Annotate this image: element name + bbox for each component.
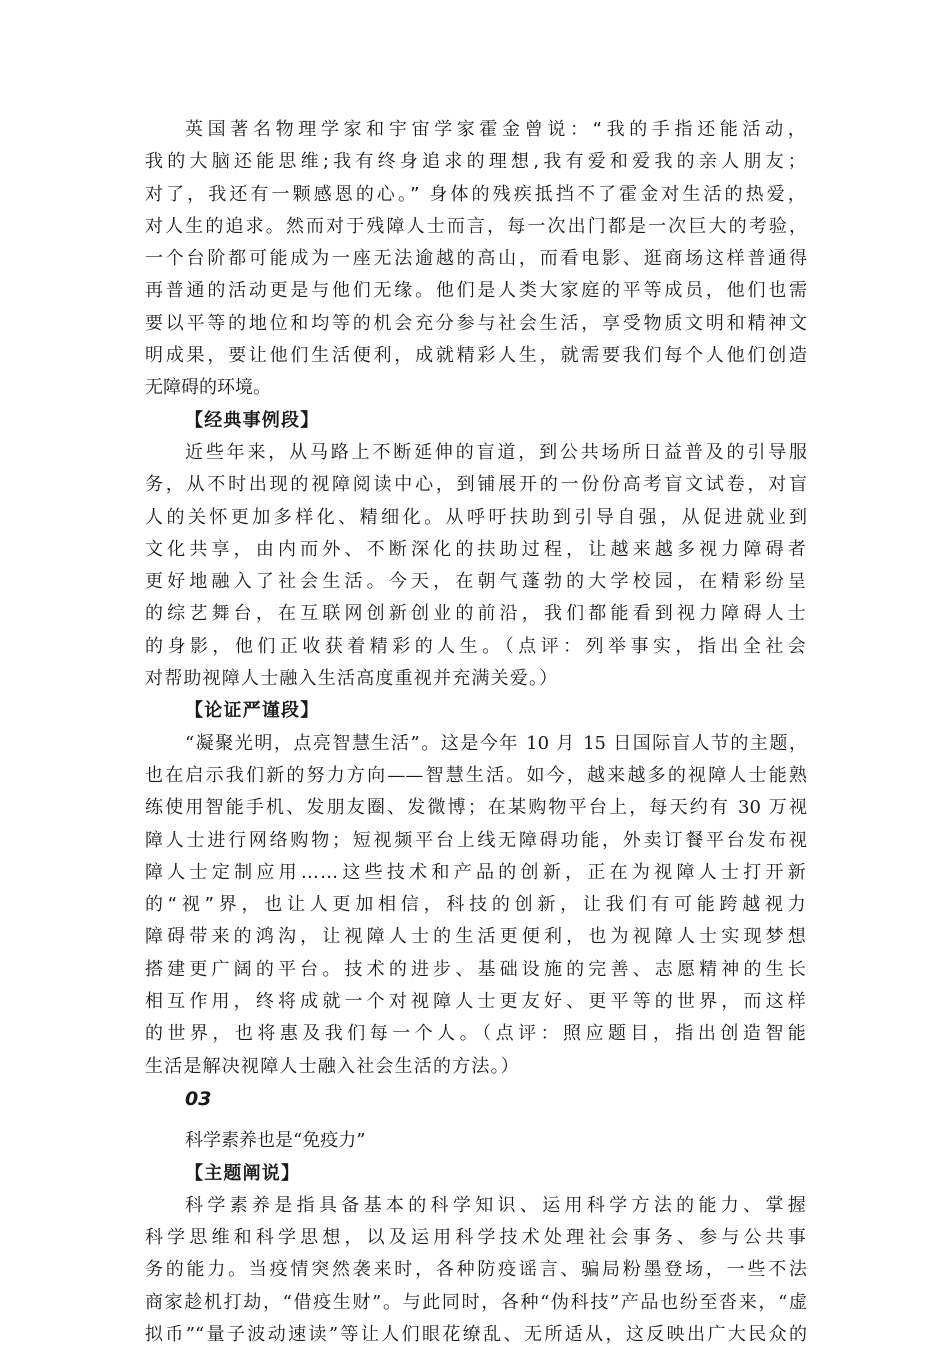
text-line: 科学思维和科学思想，以及运用科学技术处理社会事务、参与公共事 xyxy=(145,1227,807,1249)
text-line: “凝聚光明，点亮智慧生活”。这是今年 10 月 15 日国际盲人节的主题， xyxy=(185,732,807,754)
text-line: 人的关怀更加多样化、精细化。从呼吁扶助到引导自强，从促进就业到 xyxy=(145,506,807,528)
text-line: 明成果，要让他们生活便利，成就精彩人生，就需要我们每个人他们创造 xyxy=(145,345,807,367)
text-line: 务的能力。当疫情突然袭来时，各种防疫谣言、骗局粉墨登场，一些不法 xyxy=(145,1259,807,1281)
section-heading-classic: 【经典事例段】 xyxy=(185,409,320,431)
text-line: 障人士进行网络购物；短视频平台上线无障碍功能，外卖订餐平台发布视 xyxy=(145,829,807,851)
section-heading-argument: 【论证严谨段】 xyxy=(185,700,320,722)
text-line: 要以平等的地位和均等的机会充分参与社会生活，享受物质文明和精神文 xyxy=(145,312,807,334)
text-line: 无障碍的环境。 xyxy=(145,377,271,399)
text-line: 务，从不时出现的视障阅读中心，到铺展开的一份份高考盲文试卷，对盲 xyxy=(145,474,807,496)
text-line: 的综艺舞台，在互联网创新创业的前沿，我们都能看到视力障碍人士 xyxy=(145,603,807,625)
text-line: 障人士定制应用……这些技术和产品的创新，正在为视障人士打开新 xyxy=(145,861,807,883)
classic-paragraph xyxy=(145,437,807,695)
text-line: 障碍带来的鸿沟，让视障人士的生活更便利，也为视障人士实现梦想 xyxy=(145,926,807,948)
text-line: 对帮助视障人士融入生活高度重视并充满关爱。） xyxy=(145,668,559,690)
argument-paragraph xyxy=(145,728,807,1083)
text-line: 对人生的追求。然而对于残障人士而言，每一次出门都是一次巨大的考验， xyxy=(145,215,807,237)
text-line: 的身影，他们正收获着精彩的人生。（点评：列举事实，指出全社会 xyxy=(145,635,807,657)
text-line: 生活是解决视障人士融入社会生活的方法。） xyxy=(145,1055,520,1077)
text-line: 对了，我还有一颗感恩的心。” 身体的残疾抵挡不了霍金对生活的热爱， xyxy=(145,183,807,205)
text-line: 商家趁机打劫，“借疫生财”。与此同时，各种“伪科技”产品也纷至沓来，“虚 xyxy=(145,1291,807,1313)
intro-paragraph xyxy=(145,114,807,405)
text-line: 再普通的活动更是与他们无缘。他们是人类大家庭的平等成员，他们也需 xyxy=(145,280,807,302)
text-line: 文化共享，由内而外、不断深化的扶助过程，让越来越多视力障碍者 xyxy=(145,538,807,560)
theme-paragraph xyxy=(145,1190,807,1351)
text-line: 近些年来，从马路上不断延伸的盲道，到公共场所日益普及的引导服 xyxy=(185,441,807,463)
text-line: 的世界，也将惠及我们每一个人。（点评：照应题目，指出创造智能 xyxy=(145,1023,807,1045)
article-title: 科学素养也是“免疫力” xyxy=(185,1130,366,1152)
spacer xyxy=(145,1115,807,1125)
text-line: 拟币”“量子波动速读”等让人们眼花缭乱、无所适从，这反映出广大民众的 xyxy=(145,1323,807,1345)
text-line: 更好地融入了社会生活。今天，在朝气蓬勃的大学校园，在精彩纷呈 xyxy=(145,571,807,593)
text-line: 也在启示我们新的努力方向——智慧生活。如今，越来越多的视障人士能熟 xyxy=(145,764,807,786)
text-line: 一个台阶都可能成为一座无法逾越的高山，而看电影、逛商场这样普通得 xyxy=(145,248,807,270)
section-heading-theme: 【主题阐说】 xyxy=(185,1162,301,1184)
text-line: 我的大脑还能思维;我有终身追求的理想,我有爱和爱我的亲人朋友； xyxy=(145,151,807,173)
text-line: 搭建更广阔的平台。技术的进步、基础设施的完善、志愿精神的生长 xyxy=(145,958,807,980)
text-line: 英国著名物理学家和宇宙学家霍金曾说：“我的手指还能活动， xyxy=(185,119,807,140)
text-line: 科学素养是指具备基本的科学知识、运用科学方法的能力、掌握 xyxy=(185,1194,807,1216)
section-number: 03 xyxy=(185,1087,212,1110)
text-line: 的“视”界，也让人更加相信，科技的创新，让我们有可能跨越视力 xyxy=(145,894,807,916)
text-line: 练使用智能手机、发朋友圈、发微博；在某购物平台上，每天约有 30 万视 xyxy=(145,797,807,819)
text-line: 相互作用，终将成就一个对视障人士更友好、更平等的世界，而这样 xyxy=(145,991,807,1013)
document-page xyxy=(145,114,807,1351)
